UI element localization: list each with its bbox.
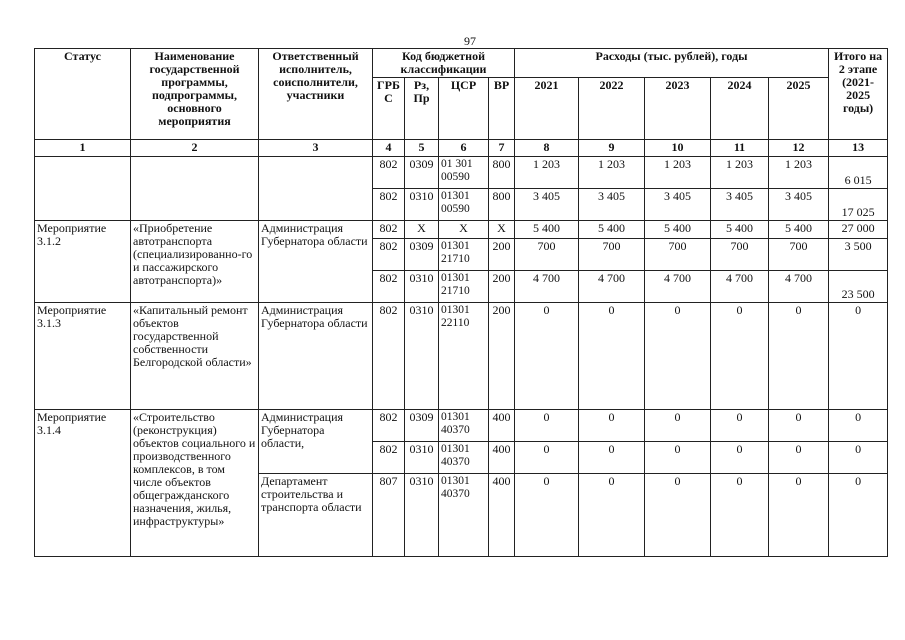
rzpr-cell: 0309	[405, 410, 439, 442]
header-year-2021: 2021	[515, 78, 579, 140]
value-cell: 700	[645, 239, 711, 271]
header-expenses: Расходы (тыс. рублей), годы	[515, 49, 829, 78]
header-year-2023: 2023	[645, 78, 711, 140]
rzpr-cell: 0309	[405, 157, 439, 189]
value-cell: 0	[645, 474, 711, 557]
value-cell: 4 700	[645, 271, 711, 303]
value-cell: 0	[769, 303, 829, 410]
header-rzpr: Рз, Пр	[405, 78, 439, 140]
status-cell: Мероприятие 3.1.3	[35, 303, 131, 410]
col-num: 7	[489, 140, 515, 157]
col-num: 6	[439, 140, 489, 157]
grbs-cell: 802	[373, 239, 405, 271]
value-cell: 0	[515, 303, 579, 410]
executor-cell: Департамент строительства и транспорта области	[259, 474, 373, 557]
total-cell: 0	[829, 442, 888, 474]
col-num: 13	[829, 140, 888, 157]
table-row	[35, 303, 888, 410]
value-cell: 0	[579, 474, 645, 557]
header-budget-code: Код бюджетной классификации	[373, 49, 515, 78]
value-cell: 0	[769, 474, 829, 557]
grbs-cell: 802	[373, 442, 405, 474]
csr-cell: X	[439, 221, 489, 239]
value-cell: 700	[769, 239, 829, 271]
rzpr-cell: 0310	[405, 303, 439, 410]
total-cell: 0	[829, 303, 888, 410]
vr-cell: 200	[489, 239, 515, 271]
value-cell: 5 400	[711, 221, 769, 239]
value-cell: 1 203	[645, 157, 711, 189]
csr-cell: 01301 40370	[439, 474, 489, 557]
value-cell: 0	[515, 410, 579, 442]
value-cell: 700	[711, 239, 769, 271]
total-cell: 17 025	[829, 189, 888, 221]
executor-cell: Администрация Губернатора области,	[259, 410, 373, 474]
value-cell: 1 203	[769, 157, 829, 189]
value-cell: 5 400	[515, 221, 579, 239]
rzpr-cell: 0310	[405, 271, 439, 303]
col-num: 5	[405, 140, 439, 157]
value-cell: 0	[711, 410, 769, 442]
rzpr-cell: 0310	[405, 189, 439, 221]
total-cell: 23 500	[829, 271, 888, 303]
rzpr-cell: 0309	[405, 239, 439, 271]
rzpr-cell: 0310	[405, 442, 439, 474]
csr-cell: 01301 40370	[439, 442, 489, 474]
header-total: Итого на 2 этапе (2021-2025 годы)	[829, 49, 888, 140]
status-cell: Мероприятие 3.1.2	[35, 221, 131, 303]
header-name: Наименование государственной программы, подпрограммы, основного мероприятия	[131, 49, 259, 140]
executor-cell: Администрация Губернатора области	[259, 221, 373, 303]
value-cell: 3 405	[579, 189, 645, 221]
csr-cell: 01301 21710	[439, 271, 489, 303]
name-cell: «Строительство (реконструкция) объектов социального и производственного комплексов, в том числе объектов общегражданского назначения, жилья, инфраструктуры»	[131, 410, 259, 557]
vr-cell: 200	[489, 271, 515, 303]
value-cell: 3 405	[711, 189, 769, 221]
value-cell: 0	[579, 303, 645, 410]
csr-cell: 01301 40370	[439, 410, 489, 442]
vr-cell: 400	[489, 474, 515, 557]
value-cell: 0	[769, 410, 829, 442]
col-num: 2	[131, 140, 259, 157]
grbs-cell: 802	[373, 221, 405, 239]
grbs-cell: 802	[373, 303, 405, 410]
table-row	[35, 221, 888, 239]
vr-cell: 200	[489, 303, 515, 410]
column-number-row	[35, 140, 888, 157]
col-num: 9	[579, 140, 645, 157]
total-cell: 3 500	[829, 239, 888, 271]
rzpr-cell: 0310	[405, 474, 439, 557]
col-num: 4	[373, 140, 405, 157]
total-cell: 27 000	[829, 221, 888, 239]
value-cell: 5 400	[769, 221, 829, 239]
header-year-2025: 2025	[769, 78, 829, 140]
value-cell: 4 700	[579, 271, 645, 303]
page-number: 97	[464, 34, 476, 48]
value-cell: 0	[711, 474, 769, 557]
table-row	[35, 157, 888, 189]
value-cell: 4 700	[515, 271, 579, 303]
col-num: 8	[515, 140, 579, 157]
value-cell: 0	[645, 410, 711, 442]
value-cell: 3 405	[769, 189, 829, 221]
value-cell: 0	[711, 303, 769, 410]
value-cell: 0	[579, 442, 645, 474]
value-cell: 5 400	[579, 221, 645, 239]
budget-table	[34, 48, 888, 557]
grbs-cell: 802	[373, 271, 405, 303]
value-cell: 0	[769, 442, 829, 474]
csr-cell: 01301 00590	[439, 189, 489, 221]
vr-cell: X	[489, 221, 515, 239]
value-cell: 0	[515, 474, 579, 557]
total-cell: 0	[829, 474, 888, 557]
value-cell: 3 405	[645, 189, 711, 221]
grbs-cell: 807	[373, 474, 405, 557]
name-cell: «Приобретение автотранспорта (специализированно-го и пассажирского автотранспорта)»	[131, 221, 259, 303]
col-num: 11	[711, 140, 769, 157]
value-cell: 0	[711, 442, 769, 474]
value-cell: 1 203	[515, 157, 579, 189]
header-csr: ЦСР	[439, 78, 489, 140]
value-cell: 4 700	[711, 271, 769, 303]
col-num: 3	[259, 140, 373, 157]
total-cell: 0	[829, 410, 888, 442]
col-num: 10	[645, 140, 711, 157]
value-cell: 4 700	[769, 271, 829, 303]
header-vr: ВР	[489, 78, 515, 140]
col-num: 12	[769, 140, 829, 157]
value-cell: 5 400	[645, 221, 711, 239]
vr-cell: 800	[489, 157, 515, 189]
grbs-cell: 802	[373, 157, 405, 189]
value-cell: 0	[645, 442, 711, 474]
executor-cell: Администрация Губернатора области	[259, 303, 373, 410]
value-cell: 0	[645, 303, 711, 410]
vr-cell: 400	[489, 410, 515, 442]
vr-cell: 800	[489, 189, 515, 221]
header-row	[35, 49, 888, 78]
csr-cell: 01301 21710	[439, 239, 489, 271]
header-executor: Ответственный исполнитель, соисполнители, участники	[259, 49, 373, 140]
status-cell: Мероприятие 3.1.4	[35, 410, 131, 557]
header-year-2024: 2024	[711, 78, 769, 140]
csr-cell: 01301 22110	[439, 303, 489, 410]
rzpr-cell: X	[405, 221, 439, 239]
value-cell: 0	[579, 410, 645, 442]
name-cell	[131, 157, 259, 221]
value-cell: 0	[515, 442, 579, 474]
value-cell: 1 203	[579, 157, 645, 189]
value-cell: 700	[579, 239, 645, 271]
status-cell	[35, 157, 131, 221]
value-cell: 700	[515, 239, 579, 271]
grbs-cell: 802	[373, 410, 405, 442]
table-row	[35, 410, 888, 442]
col-num: 1	[35, 140, 131, 157]
vr-cell: 400	[489, 442, 515, 474]
name-cell: «Капитальный ремонт объектов государственной собственности Белгородской области»	[131, 303, 259, 410]
executor-cell	[259, 157, 373, 221]
value-cell: 3 405	[515, 189, 579, 221]
value-cell: 1 203	[711, 157, 769, 189]
total-cell: 6 015	[829, 157, 888, 189]
header-status: Статус	[35, 49, 131, 140]
csr-cell: 01 301 00590	[439, 157, 489, 189]
header-year-2022: 2022	[579, 78, 645, 140]
grbs-cell: 802	[373, 189, 405, 221]
header-grbs: ГРБ С	[373, 78, 405, 140]
